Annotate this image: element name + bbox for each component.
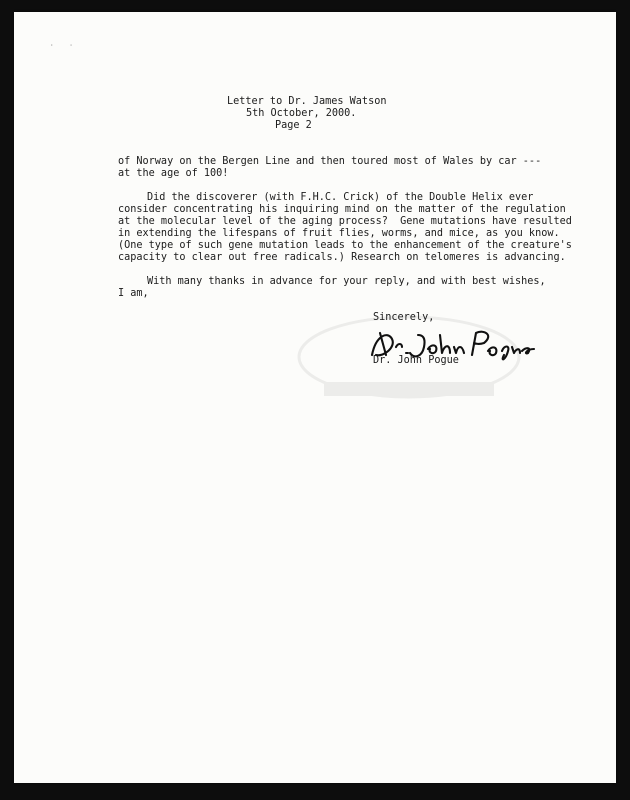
- letter-page: [14, 12, 616, 783]
- body-line: (One type of such gene mutation leads to the enhancement of the creature's: [118, 240, 572, 251]
- paper-specks: · ·: [50, 42, 79, 49]
- body-line: at the molecular level of the aging process? Gene mutations have resulted: [118, 216, 572, 227]
- header-recipient: Letter to Dr. James Watson: [227, 96, 387, 107]
- typed-signature-name: Dr. John Pogue: [373, 355, 459, 366]
- body-line: in extending the lifespans of fruit flies, worms, and mice, as you know.: [118, 228, 560, 239]
- body-line: at the age of 100!: [118, 168, 229, 179]
- body-line: Did the discoverer (with F.H.C. Crick) of the Double Helix ever: [147, 192, 534, 203]
- body-line: of Norway on the Bergen Line and then toured most of Wales by car ---: [118, 156, 542, 167]
- body-line: consider concentrating his inquiring mind on the matter of the regulation: [118, 204, 566, 215]
- body-line: With many thanks in advance for your reply, and with best wishes,: [147, 276, 546, 287]
- header-date: 5th October, 2000.: [246, 108, 357, 119]
- body-line: I am,: [118, 288, 149, 299]
- closing-salutation: Sincerely,: [373, 312, 435, 323]
- body-line: capacity to clear out free radicals.) Research on telomeres is advancing.: [118, 252, 566, 263]
- header-page-number: Page 2: [275, 120, 312, 131]
